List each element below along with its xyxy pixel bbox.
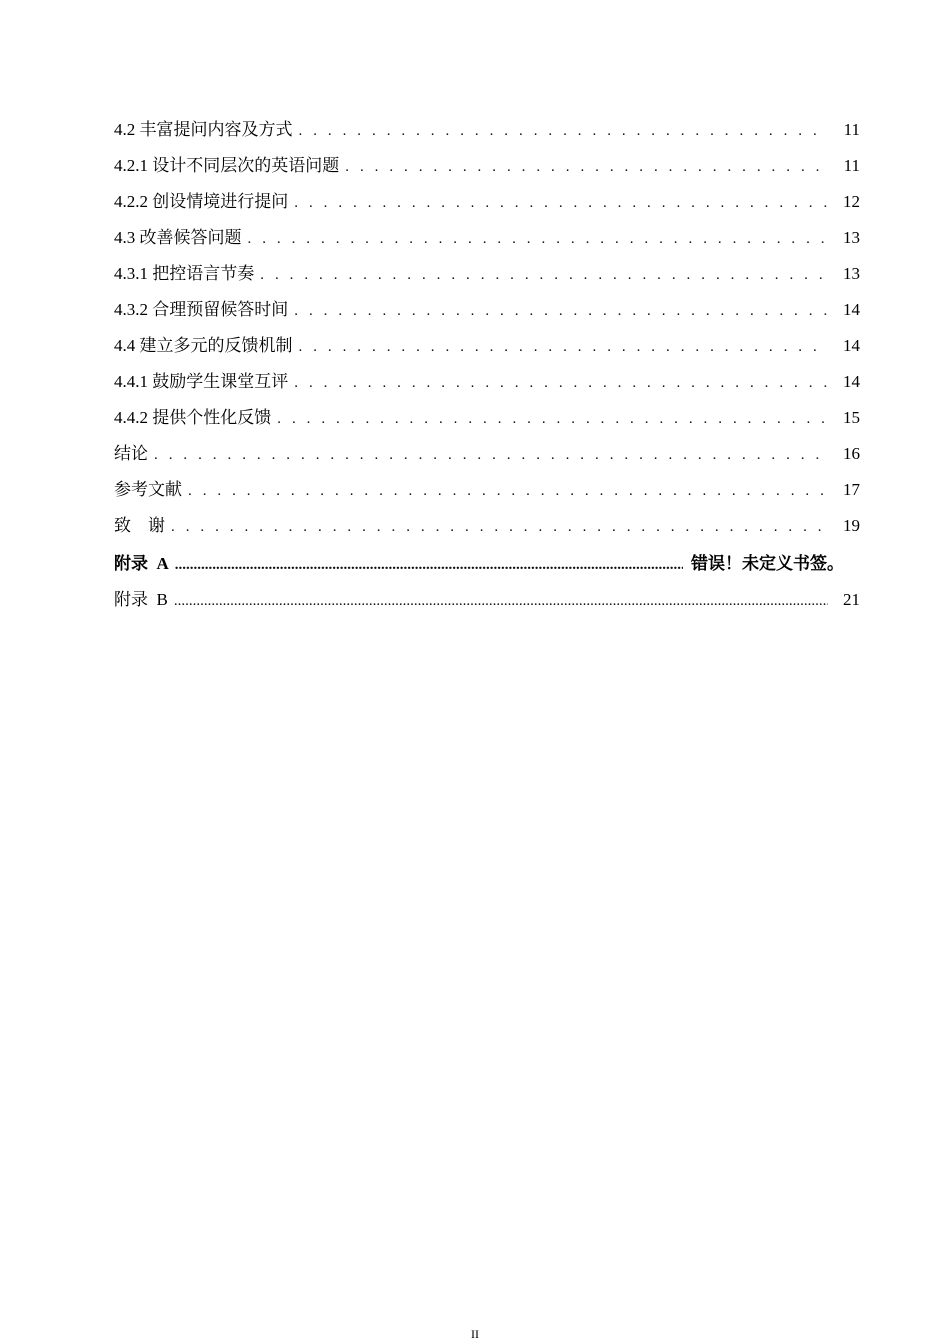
toc-entry-page: 19: [843, 516, 860, 535]
toc-dot-leader: [248, 226, 829, 252]
toc-entry-title: 4.4.2 提供个性化反馈: [114, 408, 272, 427]
toc-entry-title: 4.4.1 鼓励学生课堂互评: [114, 372, 289, 391]
toc-entry-4-2[interactable]: [114, 117, 860, 153]
toc-entry-page: 17: [843, 480, 860, 499]
toc-entry-conclusion[interactable]: [114, 441, 860, 477]
toc-entry-title: 4.4 建立多元的反馈机制: [114, 336, 293, 355]
toc-dot-leader: [175, 552, 683, 578]
toc-entry-4-2-2[interactable]: [114, 189, 860, 225]
toc-dot-leader: [260, 262, 828, 288]
toc-dot-leader: [294, 190, 828, 216]
toc-entry-title: 4.2.2 创设情境进行提问: [114, 192, 289, 211]
table-of-contents: [114, 117, 860, 623]
toc-entry-page: 14: [843, 336, 860, 355]
toc-entry-title: 附录 B: [114, 590, 168, 609]
toc-entry-4-2-1[interactable]: [114, 153, 860, 189]
toc-dot-leader: [294, 370, 828, 396]
toc-entry-page: 21: [843, 590, 860, 609]
toc-dot-leader: [154, 442, 828, 468]
toc-entry-title: 4.3 改善候答问题: [114, 228, 242, 247]
toc-dot-leader: [345, 154, 828, 180]
toc-dot-leader: [171, 514, 828, 540]
toc-entry-page: 13: [843, 228, 860, 247]
toc-entry-page: 12: [843, 192, 860, 211]
toc-entry-title: 致 谢: [114, 516, 165, 535]
toc-dot-leader: [277, 406, 828, 432]
toc-entry-page: 错误！未定义书签。: [691, 554, 844, 573]
toc-entry-page: 15: [843, 408, 860, 427]
toc-entry-title: 4.3.2 合理预留候答时间: [114, 300, 289, 319]
toc-entry-title: 4.2 丰富提问内容及方式: [114, 120, 293, 139]
toc-entry-4-3[interactable]: [114, 225, 860, 261]
toc-entry-title: 参考文献: [114, 480, 182, 499]
toc-dot-leader: [174, 588, 828, 614]
toc-entry-4-4-1[interactable]: [114, 369, 860, 405]
toc-entry-title: 4.3.1 把控语言节奏: [114, 264, 255, 283]
toc-dot-leader: [299, 118, 829, 144]
toc-entry-appendix-b[interactable]: [114, 587, 860, 623]
toc-entry-page: 14: [843, 372, 860, 391]
toc-entry-4-4-2[interactable]: [114, 405, 860, 441]
toc-entry-4-3-1[interactable]: [114, 261, 860, 297]
toc-entry-acknowledgements[interactable]: [114, 513, 860, 551]
toc-dot-leader: [294, 298, 828, 324]
toc-entry-page: 16: [843, 444, 860, 463]
toc-entry-appendix-a[interactable]: [114, 551, 860, 587]
toc-entry-title: 4.2.1 设计不同层次的英语问题: [114, 156, 340, 175]
toc-entry-page: 11: [843, 156, 860, 175]
toc-entry-4-4[interactable]: [114, 333, 860, 369]
toc-entry-page: 13: [843, 264, 860, 283]
toc-entry-title: 附录 A: [114, 554, 169, 573]
page-number: II: [471, 1327, 479, 1341]
toc-entry-title: 结论: [114, 444, 148, 463]
toc-entry-page: 11: [843, 120, 860, 139]
toc-dot-leader: [299, 334, 829, 360]
toc-dot-leader: [188, 478, 828, 504]
toc-entry-page: 14: [843, 300, 860, 319]
toc-entry-4-3-2[interactable]: [114, 297, 860, 333]
toc-entry-references[interactable]: [114, 477, 860, 513]
